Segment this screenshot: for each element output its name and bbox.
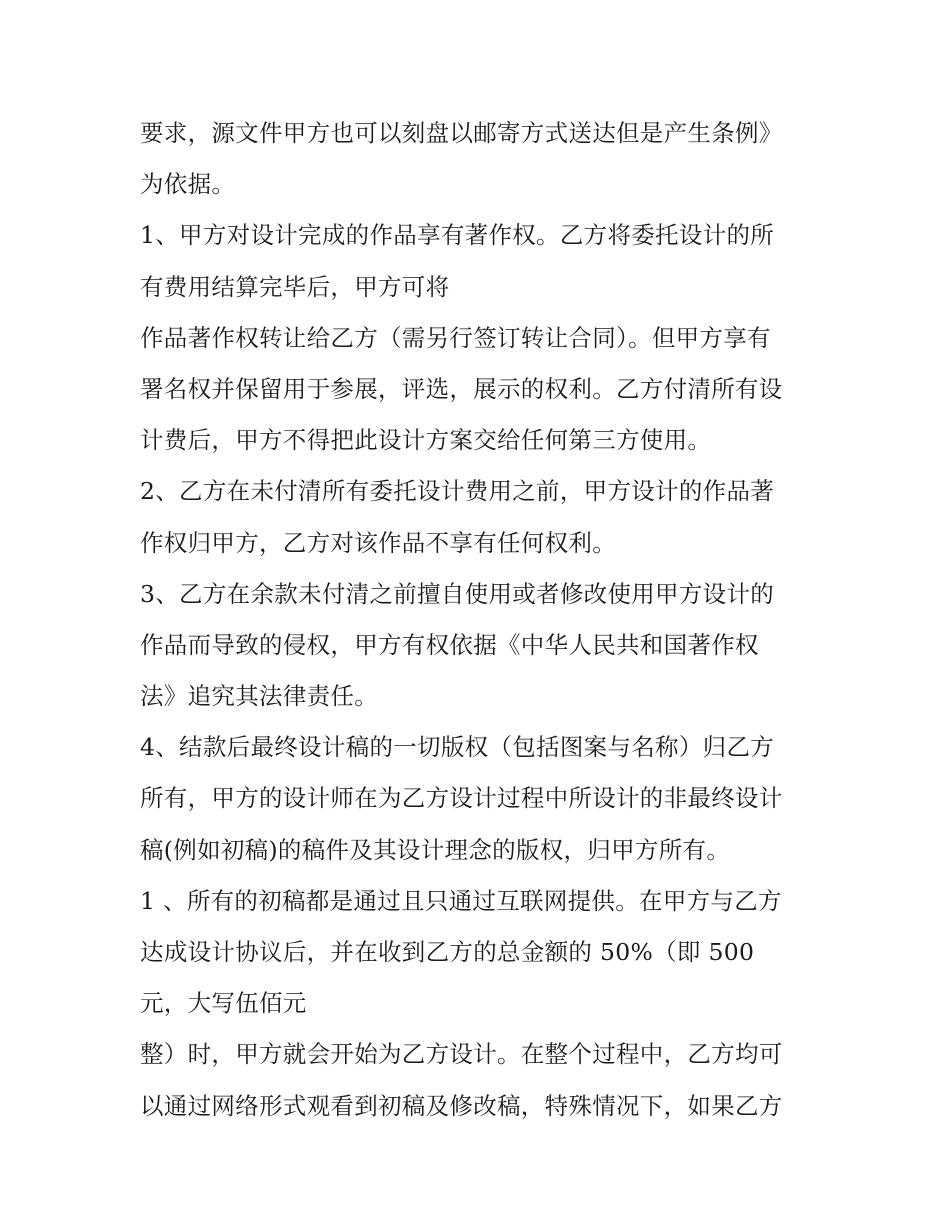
text-line: 4、结款后最终设计稿的一切版权（包括图案与名称）归乙方 — [140, 733, 775, 762]
text-line: 作权归甲方，乙方对该作品不享有任何权利。 — [140, 528, 616, 557]
text-line: 1 、所有的初稿都是通过且只通过互联网提供。在甲方与乙方 — [140, 886, 782, 915]
text-line: 3、乙方在余款未付清之前擅自使用或者修改使用甲方设计的 — [140, 579, 775, 608]
document-body — [140, 108, 830, 1132]
text-line: 有费用结算完毕后，甲方可将 — [140, 272, 450, 301]
text-line: 所有，甲方的设计师在为乙方设计过程中所设计的非最终设计 — [140, 784, 783, 813]
text-line: 要求，源文件甲方也可以刻盘以邮寄方式送达但是产生条例》 — [140, 119, 783, 147]
text-line: 2、乙方在未付清所有委托设计费用之前，甲方设计的作品著 — [140, 477, 775, 506]
text-line: 元，大写伍佰元 — [140, 989, 307, 1018]
text-line: 作品而导致的侵权，甲方有权依据《中华人民共和国著作权 — [140, 630, 759, 659]
text-line: 法》追究其法律责任。 — [140, 682, 378, 711]
text-line: 为依据。 — [140, 170, 236, 199]
text-line: 稿(例如初稿)的稿件及其设计理念的版权，归甲方所有。 — [140, 835, 731, 864]
text-line: 1、甲方对设计完成的作品享有著作权。乙方将委托设计的所 — [140, 221, 775, 250]
text-line: 以通过网络形式观看到初稿及修改稿，特殊情况下，如果乙方 — [140, 1091, 783, 1120]
text-line: 达成设计协议后，并在收到乙方的总金额的 50%（即 500 — [140, 938, 755, 966]
text-line: 整）时，甲方就会开始为乙方设计。在整个过程中，乙方均可 — [140, 1040, 783, 1069]
text-line: 计费后，甲方不得把此设计方案交给任何第三方使用。 — [140, 426, 712, 455]
text-line: 署名权并保留用于参展，评选，展示的权利。乙方付清所有设 — [140, 374, 783, 403]
text-line: 作品著作权转让给乙方（需另行签订转让合同）。但甲方享有 — [140, 323, 771, 352]
